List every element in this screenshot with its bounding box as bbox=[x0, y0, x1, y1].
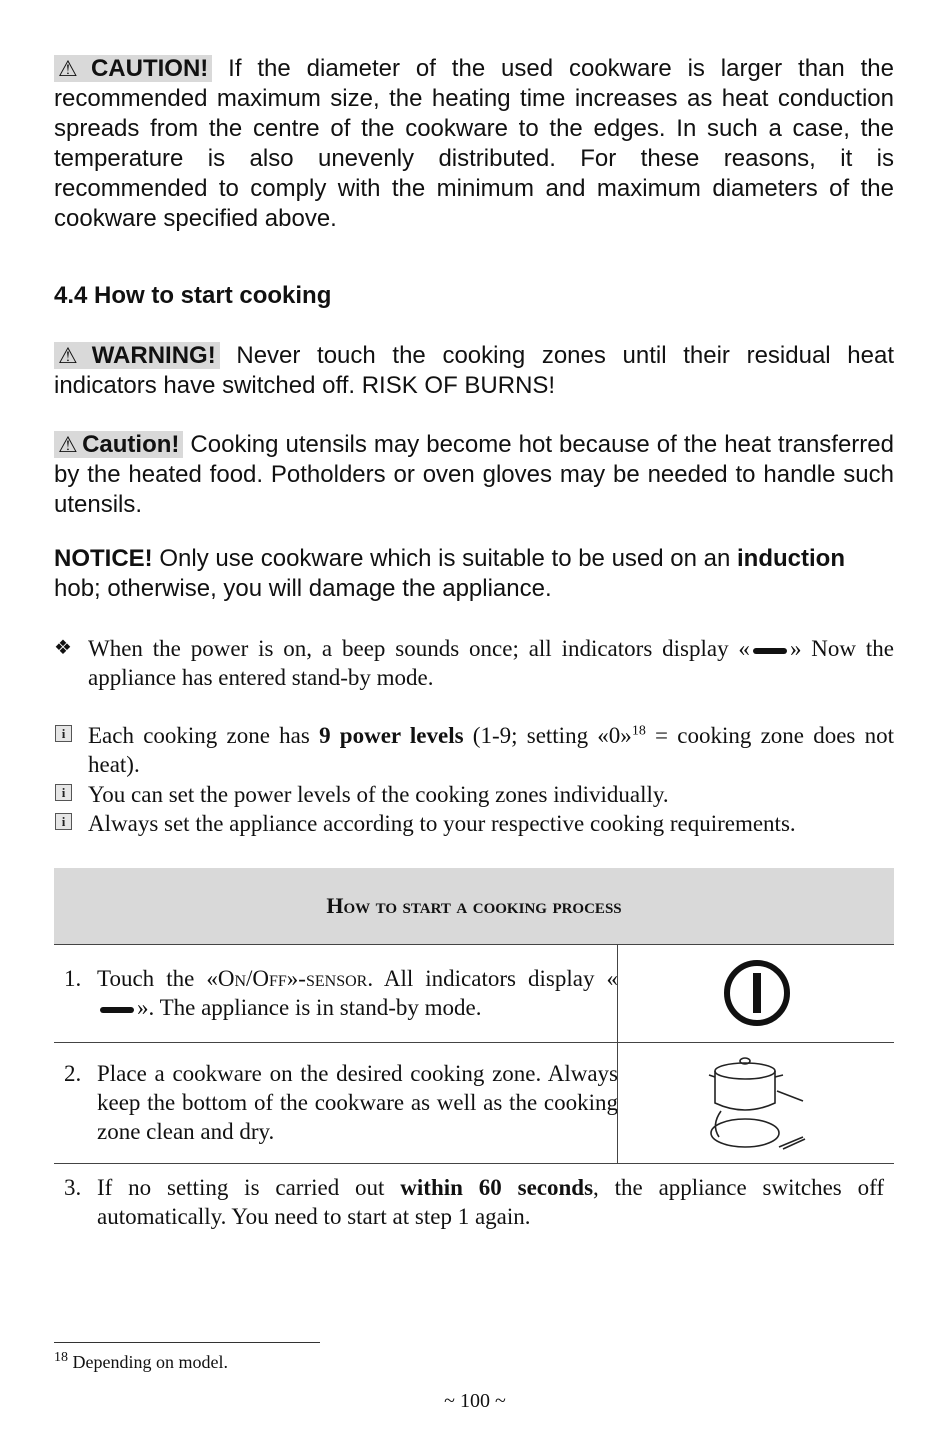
info-icon: i bbox=[55, 813, 72, 830]
caution-text: If the diameter of the used cookware is larger than the recommended maximum size, the heating time increases as heat conduction spreads from the centre of the cookware to the edges. In such a case, the temperature is also unevenly distributed. For these reasons, it is recommended to comply with the minimum and maximum diameters of the cookware specified above. bbox=[54, 55, 894, 232]
info-item-requirements: i Always set the appliance according to your respective cooking requirements. bbox=[54, 809, 894, 838]
power-on-bullet bbox=[54, 634, 894, 692]
info-item-power-levels: i Each cooking zone has 9 power levels (1-9; setting «0»$^{18}$ = cooking zone does not heat). bbox=[54, 721, 894, 779]
info-icon: i bbox=[55, 784, 72, 801]
notice-text-a: Only use cookware which is suitable to be used on an bbox=[152, 545, 738, 572]
caution-utensils-paragraph bbox=[54, 430, 894, 520]
warning-label: ⚠ WARNING! bbox=[54, 342, 220, 369]
notice-paragraph bbox=[54, 544, 894, 604]
page-number: ~ 100 ~ bbox=[444, 1390, 506, 1412]
info-icon: i bbox=[55, 725, 72, 742]
notice-text-b: hob; otherwise, you will damage the appliance. bbox=[54, 575, 552, 602]
dash-indicator-icon bbox=[100, 1007, 134, 1013]
table-row-step2: 2. Place a cookware on the desired cooking zone. Always keep the bottom of the cookware as well as the cooking zone clean and dry. bbox=[54, 1042, 894, 1164]
notice-bold: induction bbox=[737, 545, 845, 572]
section-heading: 4.4 How to start cooking bbox=[54, 282, 332, 309]
dash-indicator-icon bbox=[753, 648, 787, 654]
diamond-bullet-icon: ❖ bbox=[54, 637, 72, 659]
caution-paragraph bbox=[54, 54, 894, 234]
notice-label: NOTICE! bbox=[54, 545, 153, 572]
power-button-icon bbox=[617, 944, 895, 1042]
warning-text: Never touch the cooking zones until their residual heat indicators have switched off. RISK OF BURNS! bbox=[54, 342, 894, 399]
info-item-individual: i You can set the power levels of the cooking zones individually. bbox=[54, 780, 894, 809]
table-row-step1: 1. Touch the «On/Off»-sensor. All indicators display «». The appliance is in stand-by mode. bbox=[54, 944, 894, 1043]
caution-utensils-label: ⚠ Caution! bbox=[54, 431, 183, 458]
warning-triangle-icon: ⚠ bbox=[58, 56, 87, 81]
pot-on-hob-icon bbox=[617, 1042, 895, 1163]
warning-paragraph bbox=[54, 341, 894, 401]
warning-triangle-icon: ⚠ bbox=[58, 432, 79, 457]
power-on-text: When the power is on, a beep sounds once; all indicators display « » Now the appliance has entered stand-by mode. bbox=[88, 636, 894, 690]
table-row-step3: 3. If no setting is carried out within 60 seconds, the appliance switches off automatically. You need to start at step 1 again. bbox=[64, 1175, 884, 1229]
footnote-rule bbox=[54, 1342, 320, 1343]
table-header: How to start a cooking process bbox=[54, 868, 894, 945]
warning-triangle-icon: ⚠ bbox=[58, 343, 88, 368]
footnote: $^{18}$ Depending on model. bbox=[54, 1350, 228, 1372]
caution-label: ⚠ CAUTION! bbox=[54, 55, 212, 82]
caution-utensils-text: Cooking utensils may become hot because of the heat transferred by the heated food. Potholders or oven gloves may be needed to handle such utensils. bbox=[54, 431, 894, 518]
